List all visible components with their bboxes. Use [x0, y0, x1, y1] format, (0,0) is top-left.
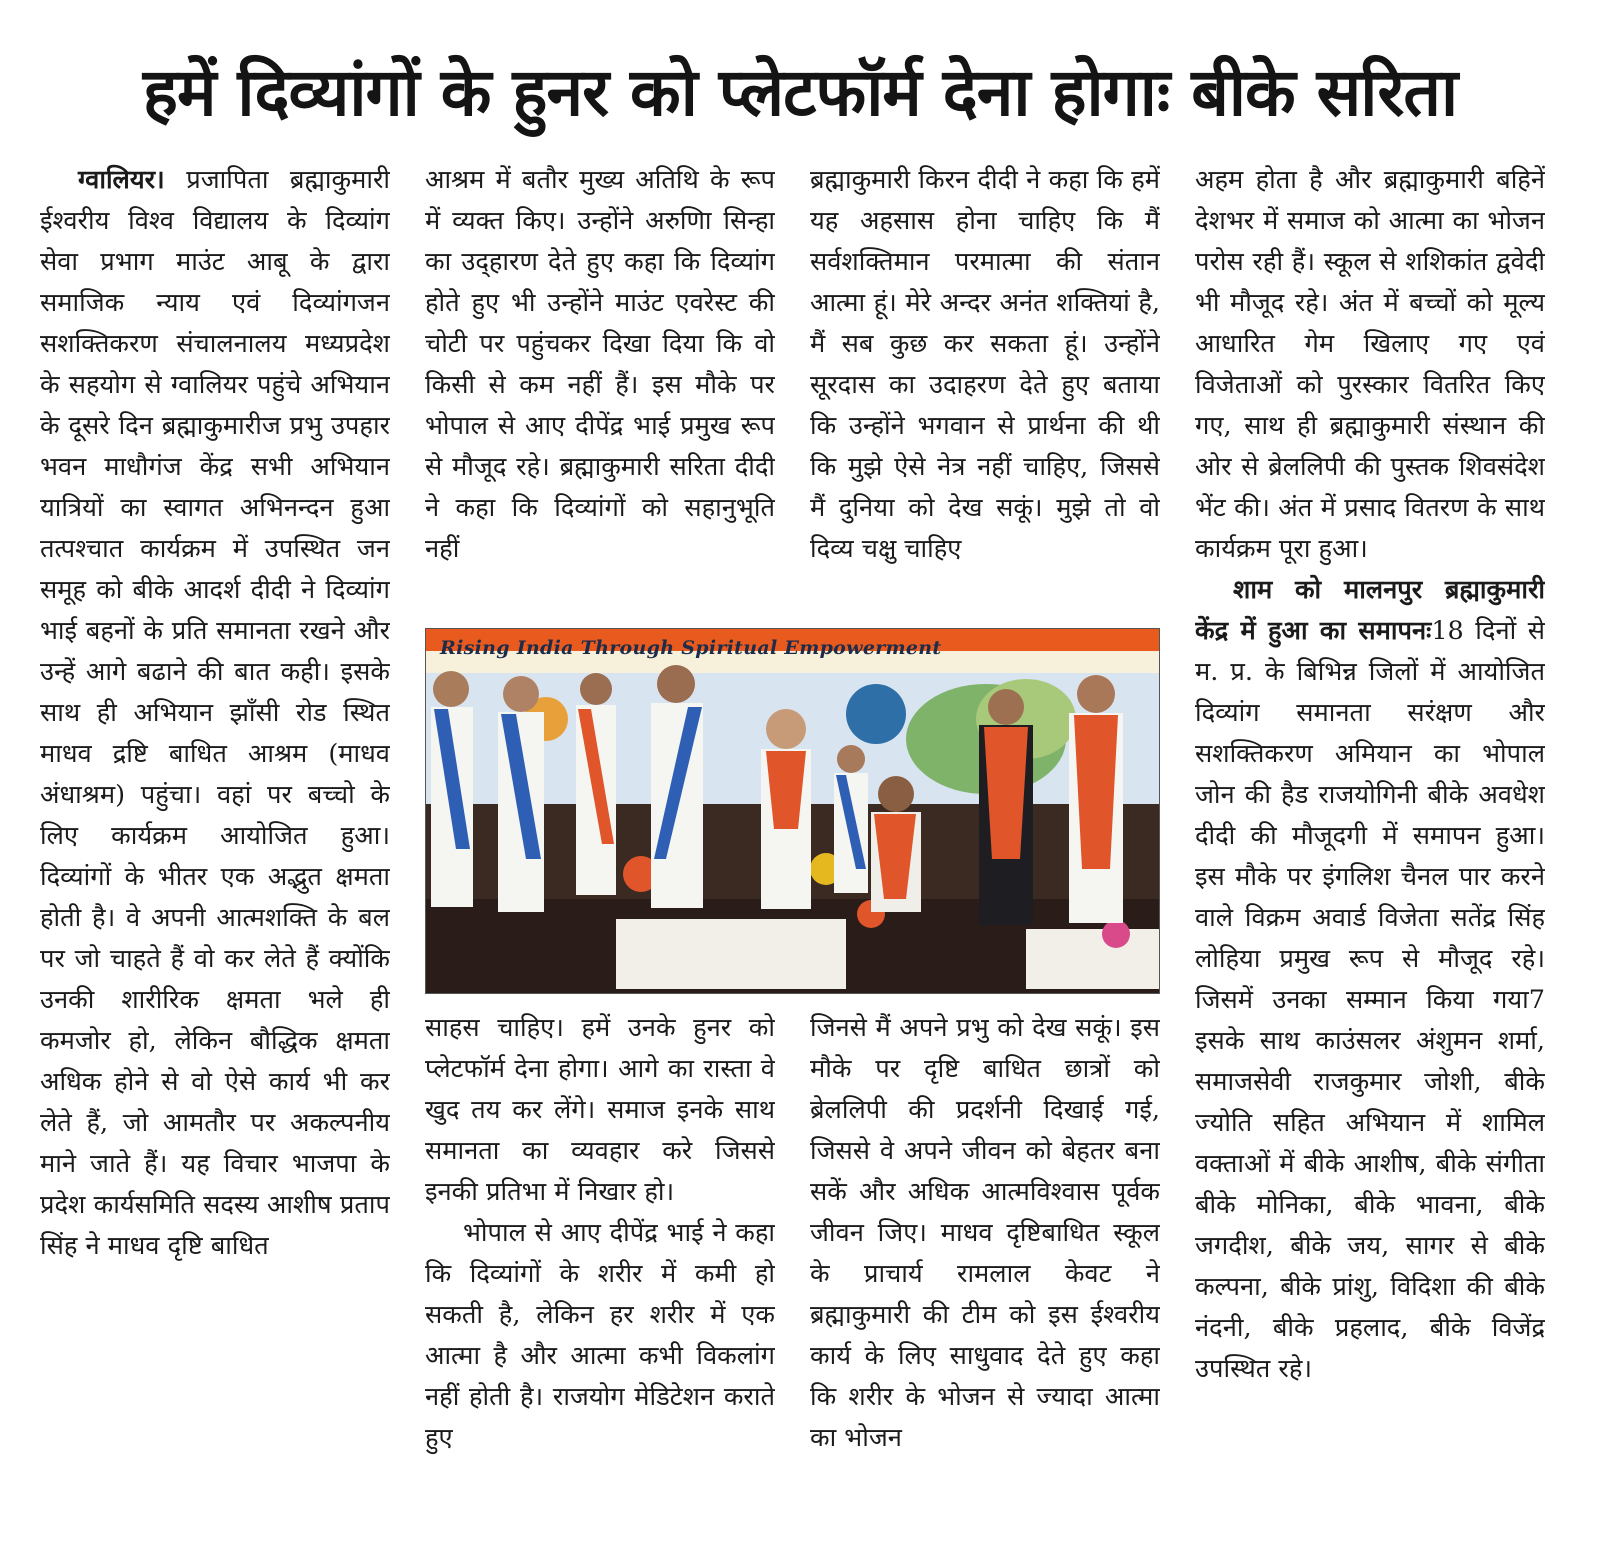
article-column-1	[40, 160, 390, 1520]
subheading: शाम को मालनपुर ब्रह्माकुमारी केंद्र में हुआ का समापनः	[1195, 575, 1545, 646]
photo-banner-text: Rising India Through Spiritual Empowerment	[440, 637, 942, 659]
paragraph: अहम होता है और ब्रह्माकुमारी बहिनें देशभर में समाज को आत्मा का भोजन परोस रही हैं। स्कूल से शशिकांत द्ववेदी भी मौजूद रहे। अंत में बच्चों को मूल्य आधारित गेम खिलाए गए एवं विजेताओं को पुरस्कार वितरित किए गए, साथ ही ब्रह्माकुमारी संस्थान की ओर से ब्रेललिपी की पुस्तक शिवसंदेश भेंट की। अंत में प्रसाद वितरण के साथ कार्यक्रम पूरा हुआ।	[1195, 165, 1545, 564]
news-photo	[425, 628, 1160, 994]
headline: हमें दिव्यांगों के हुनर को प्लेटफॉर्म देना होगाः बीके सरिता	[142, 54, 1458, 131]
paragraph: भोपाल से आए दीपेंद्र भाई ने कहा कि दिव्यांगों के शरीर में कमी हो सकती है, लेकिन हर शरीर में एक आत्मा है और आत्मा कभी विकलांग नहीं होती है। राजयोग मेडिटेशन कराते हुए	[425, 1218, 775, 1453]
paragraph: आश्रम में बतौर मुख्य अतिथि के रूप में व्यक्त किए। उन्होंने अरुणिा सिन्हा का उद्हारण देते हुए कहा कि दिव्यांग होते हुए भी उन्होंने माउंट एवरेस्ट की चोटी पर पहुंचकर दिखा दिया कि वो किसी से कम नहीं हैं। इस मौके पर भोपाल से आए दीपेंद्र भाई प्रमुख रूप से मौजूद रहे। ब्रह्माकुमारी सरिता दीदी ने कहा कि दिव्यांगों को सहानुभूति नहीं	[425, 165, 775, 564]
article-column-2-top	[425, 160, 775, 610]
paragraph-text: 18 दिनों से म. प्र. के बिभिन्न जिलों में आयोजित दिव्यांग समानता सरंक्षण और सशक्तिकरण अमियान का भोपाल जोन की हैड राजयोगिनी बीके अवधेश दीदी की मौजूदगी में समापन हुआ। इस मौके पर इंगलिश चैनल पार करने वाले विक्रम अवार्ड विजेता सतेंद्र सिंह लोहिया प्रमुख रूप से मौजूद रहे। जिसमें उनका सम्मान किया गया7 इसके साथ काउंसलर अंशुमन शर्मा, समाजसेवी राजकुमार जोशी, बीके ज्योति सहित अभियान में शामिल वक्ताओं में बीके आशीष, बीके संगीता बीके मोनिका, बीके भावना, बीके जगदीश, बीके जय, सागर से बीके कल्पना, बीके प्रांशु, विदिशा की बीके नंदनी, बीके प्रहलाद, बीके विजेंद्र उपस्थित रहे।	[1195, 616, 1545, 1384]
paragraph	[40, 160, 390, 1267]
paragraph: जिनसे मैं अपने प्रभु को देख सकूं। इस मौके पर दृष्टि बाधित छात्रों को ब्रेललिपी की प्रदर्शनी दिखाई गई, जिससे वे अपने जीवन को बेहतर बना सकें और अधिक आत्मविश्वास पूर्वक जीवन जिए। माधव दृष्टिबाधित स्कूल के प्राचार्य रामलाल केवट ने ब्रह्माकुमारी की टीम को इस ईश्वरीय कार्य के लिए साधुवाद देते हुए कहा कि शरीर के भोजन से ज्यादा आत्मा का भोजन	[810, 1013, 1160, 1453]
dateline: ग्वालियर।	[78, 165, 165, 195]
paragraph-text: प्रजापिता ब्रह्माकुमारी ईश्वरीय विश्व विद्यालय के दिव्यांग सेवा प्रभाग माउंट आबू के द्वारा समाजिक न्याय एवं दिव्यांगजन सशक्तिकरण संचालनालय मध्यप्रदेश के सहयोग से ग्वालियर पहुंचे अभियान के दूसरे दिन ब्रह्माकुमारीज प्रभु उपहार भवन माधौगंज केंद्र सभी अभियान यात्रियों का स्वागत अभिनन्दन हुआ तत्पश्चात कार्यक्रम में उपस्थित जन समूह को बीके आदर्श दीदी ने दिव्यांग भाई बहनों के प्रति समानता रखने और उन्हें आगे बढाने की बात कही। इसके साथ ही अभियान झाँसी रोड स्थित माधव द्रष्टि बाधित आश्रम (माधव अंधाश्रम) पहुंचा। वहां पर बच्चो के लिए कार्यक्रम आयोजित हुआ। दिव्यांगों के भीतर एक अद्भुत क्षमता होती है। वे अपनी आत्मशक्ति के बल पर जो चाहते हैं वो कर लेते हैं क्योंकि उनकी शारीरिक क्षमता भले ही कमजोर हो, लेकिन बौद्धिक क्षमता अधिक होने से वो ऐसे कार्य भी कर लेते हैं, जो आमतौर पर अकल्पनीय माने जाते हैं। यह विचार भाजपा के प्रदेश कार्यसमिति सदस्य आशीष प्रताप सिंह ने माधव दृष्टि बाधित	[40, 165, 390, 1261]
paragraph	[1195, 570, 1545, 1390]
article-column-4	[1195, 160, 1545, 1520]
photo-illustration	[426, 629, 1160, 994]
article-column-3-bottom	[810, 1008, 1160, 1520]
paragraph: ब्रह्माकुमारी किरन दीदी ने कहा कि हमें यह अहसास होना चाहिए कि मैं सर्वशक्तिमान परमात्मा की संतान आत्मा हूं। मेरे अन्दर अनंत शक्तियां है, मैं सब कुछ कर सकता हूं। उन्होंने सूरदास का उदाहरण देते हुए बताया कि उन्होंने भगवान से प्रार्थना की थी कि मुझे ऐसे नेत्र नहीं चाहिए, जिससे मैं दुनिया को देख सकूं। मुझे तो वो दिव्य चक्षु चाहिए	[810, 165, 1160, 564]
article-column-2-bottom	[425, 1008, 775, 1520]
paragraph: साहस चाहिए। हमें उनके हुनर को प्लेटफॉर्म देना होगा। आगे का रास्ता वे खुद तय कर लेंगे। समाज इनके साथ समानता का व्यवहार करे जिससे इनकी प्रतिभा में निखार हो।	[425, 1013, 775, 1207]
article-column-3-top	[810, 160, 1160, 610]
